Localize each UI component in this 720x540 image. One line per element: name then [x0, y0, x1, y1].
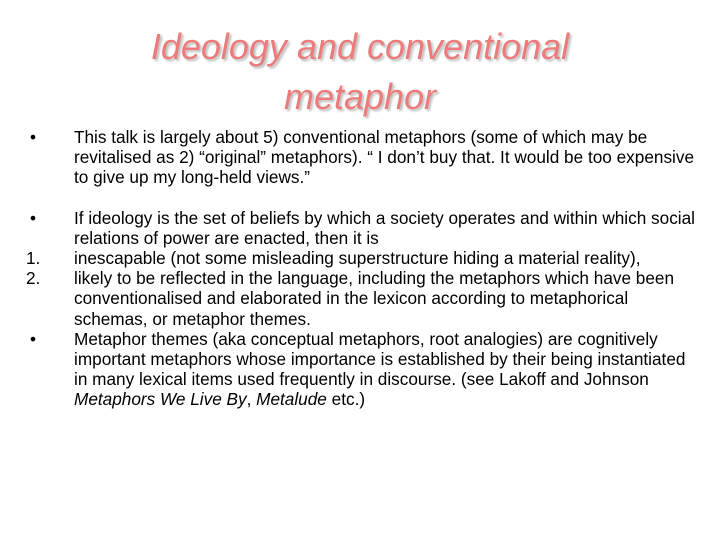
paragraph-gap — [26, 188, 696, 208]
bullet-marker: • — [30, 127, 37, 147]
bullet-marker: • — [30, 328, 37, 349]
list-item-text — [74, 329, 696, 410]
list-item-text: inescapable (not some misleading superstructure hiding a material reality), — [74, 248, 641, 269]
slide-title-line-2: metaphor — [283, 76, 437, 117]
list-item — [26, 268, 696, 329]
text-segment: , — [246, 389, 257, 410]
list-item — [26, 127, 696, 188]
book-title-italic: Metaphors We Live By — [74, 389, 247, 410]
list-item — [26, 329, 696, 410]
slide-title — [60, 22, 660, 122]
list-item-text: likely to be reflected in the language, including the metaphors which have been conventionalised and elaborated in the lexicon according to metaphorical schemas, or metaphor themes. — [74, 268, 675, 329]
slide-body — [26, 127, 696, 410]
text-segment: etc.) — [326, 389, 366, 410]
slide-title-line-1: Ideology and conventional — [150, 26, 570, 67]
list-item — [26, 248, 696, 268]
number-marker: 2. — [26, 268, 41, 289]
bullet-marker: • — [30, 207, 37, 228]
list-item — [26, 208, 696, 248]
text-segment: Metaphor themes (aka conceptual metaphors, root analogies) are cognitively important metaphors whose importance is established by their being instantiated in many lexical items used frequently in discourse. (see Lakoff and Johnson — [74, 328, 686, 390]
number-marker: 1. — [26, 248, 41, 269]
resource-title-italic: Metalude — [256, 389, 327, 410]
list-item-text: This talk is largely about 5) conventional metaphors (some of which may be revitalised as 2) “original” metaphors). “ I don’t buy that. It would be too expensive to give up my long-held views.” — [74, 127, 695, 188]
list-item-text: If ideology is the set of beliefs by which a society operates and within which social relations of power are enacted, then it is — [74, 207, 695, 248]
